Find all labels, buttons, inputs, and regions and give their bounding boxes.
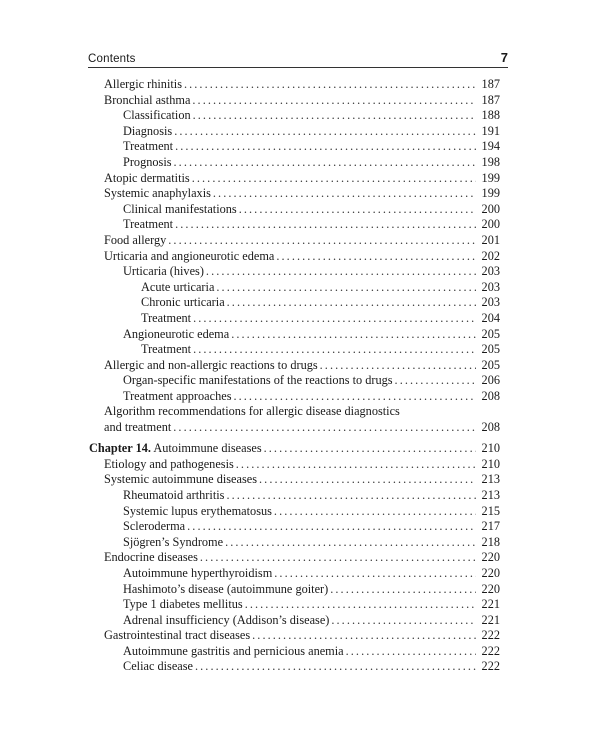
toc-entry-prognosis[interactable]: Prognosis . . . 198 xyxy=(104,155,500,171)
toc-entry-gastrointestinal-tract-diseases[interactable]: Gastrointestinal tract diseases . . . 222 xyxy=(104,628,500,644)
toc-entry-atopic-dermatitis[interactable]: Atopic dermatitis . . . 199 xyxy=(104,171,500,187)
toc-entry-allergic-and-non-allergic-reactions-to-drugs[interactable]: Allergic and non-allergic reactions to drugs . . . 205 xyxy=(104,358,500,374)
toc-entry-systemic-lupus-erythematosus[interactable]: Systemic lupus erythematosus . . . 215 xyxy=(104,504,500,520)
toc-entry-hashimotos-disease[interactable]: Hashimoto’s disease (autoimmune goiter) . . . 220 xyxy=(104,582,500,598)
toc-entry-type-1-diabetes-mellitus[interactable]: Type 1 diabetes mellitus . . . 221 xyxy=(104,597,500,613)
toc-entry-organ-specific-manifestations[interactable]: Organ-specific manifestations of the reactions to drugs . . . 206 xyxy=(104,373,500,389)
toc-entry-sjogrens-syndrome[interactable]: Sjögren’s Syndrome . . . 218 xyxy=(104,535,500,551)
toc-entry-chronic-urticaria[interactable]: Chronic urticaria . . . 203 xyxy=(104,295,500,311)
toc-entry-angioneurotic-edema[interactable]: Angioneurotic edema . . . 205 xyxy=(104,327,500,343)
toc-entry-autoimmune-gastritis[interactable]: Autoimmune gastritis and pernicious anemia . . . 222 xyxy=(104,644,500,660)
toc-entry-endocrine-diseases[interactable]: Endocrine diseases . . . 220 xyxy=(104,550,500,566)
header-page-number: 7 xyxy=(500,50,508,65)
toc-entry-systemic-autoimmune-diseases[interactable]: Systemic autoimmune diseases . . . 213 xyxy=(104,472,500,488)
toc-entry-scleroderma[interactable]: Scleroderma . . . 217 xyxy=(104,519,500,535)
toc-entry-classification[interactable]: Classification . . . 188 xyxy=(104,108,500,124)
toc-entry-systemic-anaphylaxis[interactable]: Systemic anaphylaxis . . . 199 xyxy=(104,186,500,202)
chapter-prefix: Chapter 14. xyxy=(89,441,151,456)
toc-entry-clinical-manifestations[interactable]: Clinical manifestations . . . 200 xyxy=(104,202,500,218)
toc-entry-acute-urticaria[interactable]: Acute urticaria . . . 203 xyxy=(104,280,500,296)
toc-entry-etiology-and-pathogenesis[interactable]: Etiology and pathogenesis . . . 210 xyxy=(104,457,500,473)
toc-entry-diagnosis[interactable]: Diagnosis . . . 191 xyxy=(104,124,500,140)
toc-entry-celiac-disease[interactable]: Celiac disease . . . 222 xyxy=(104,659,500,675)
toc-entry-treatment[interactable]: Treatment . . . 204 xyxy=(104,311,500,327)
toc-entry-food-allergy[interactable]: Food allergy . . . 201 xyxy=(104,233,500,249)
toc-entry-urticaria-hives[interactable]: Urticaria (hives) . . . 203 xyxy=(104,264,500,280)
toc-entry-autoimmune-hyperthyroidism[interactable]: Autoimmune hyperthyroidism . . . 220 xyxy=(104,566,500,582)
toc-entry-and-treatment[interactable]: and treatment . . . 208 xyxy=(104,420,500,436)
toc-entry-treatment[interactable]: Treatment . . . 194 xyxy=(104,139,500,155)
toc-entry-treatment-approaches[interactable]: Treatment approaches . . . 208 xyxy=(104,389,500,405)
header-title: Contents xyxy=(88,53,136,65)
header-rule xyxy=(88,67,508,68)
toc-entry-adrenal-insufficiency[interactable]: Adrenal insufficiency (Addison’s disease) . . . 221 xyxy=(104,613,500,629)
toc-chapter-14[interactable]: Chapter 14. Autoimmune diseases . . . 210 xyxy=(89,441,500,457)
toc-entry-algorithm-recommendations[interactable]: Algorithm recommendations for allergic disease diagnostics xyxy=(104,404,400,419)
table-of-contents xyxy=(89,77,500,675)
toc-entry-urticaria-and-angioneurotic-edema[interactable]: Urticaria and angioneurotic edema . . . 202 xyxy=(104,249,500,265)
toc-entry-allergic-rhinitis[interactable]: Allergic rhinitis . . . 187 xyxy=(104,77,500,93)
toc-entry-bronchial-asthma[interactable]: Bronchial asthma . . . 187 xyxy=(104,93,500,109)
chapter-title: Autoimmune diseases xyxy=(150,441,262,456)
toc-entry-treatment[interactable]: Treatment . . . 205 xyxy=(104,342,500,358)
running-header xyxy=(88,50,508,65)
toc-entry-treatment[interactable]: Treatment . . . 200 xyxy=(104,217,500,233)
toc-entry-rheumatoid-arthritis[interactable]: Rheumatoid arthritis . . . 213 xyxy=(104,488,500,504)
